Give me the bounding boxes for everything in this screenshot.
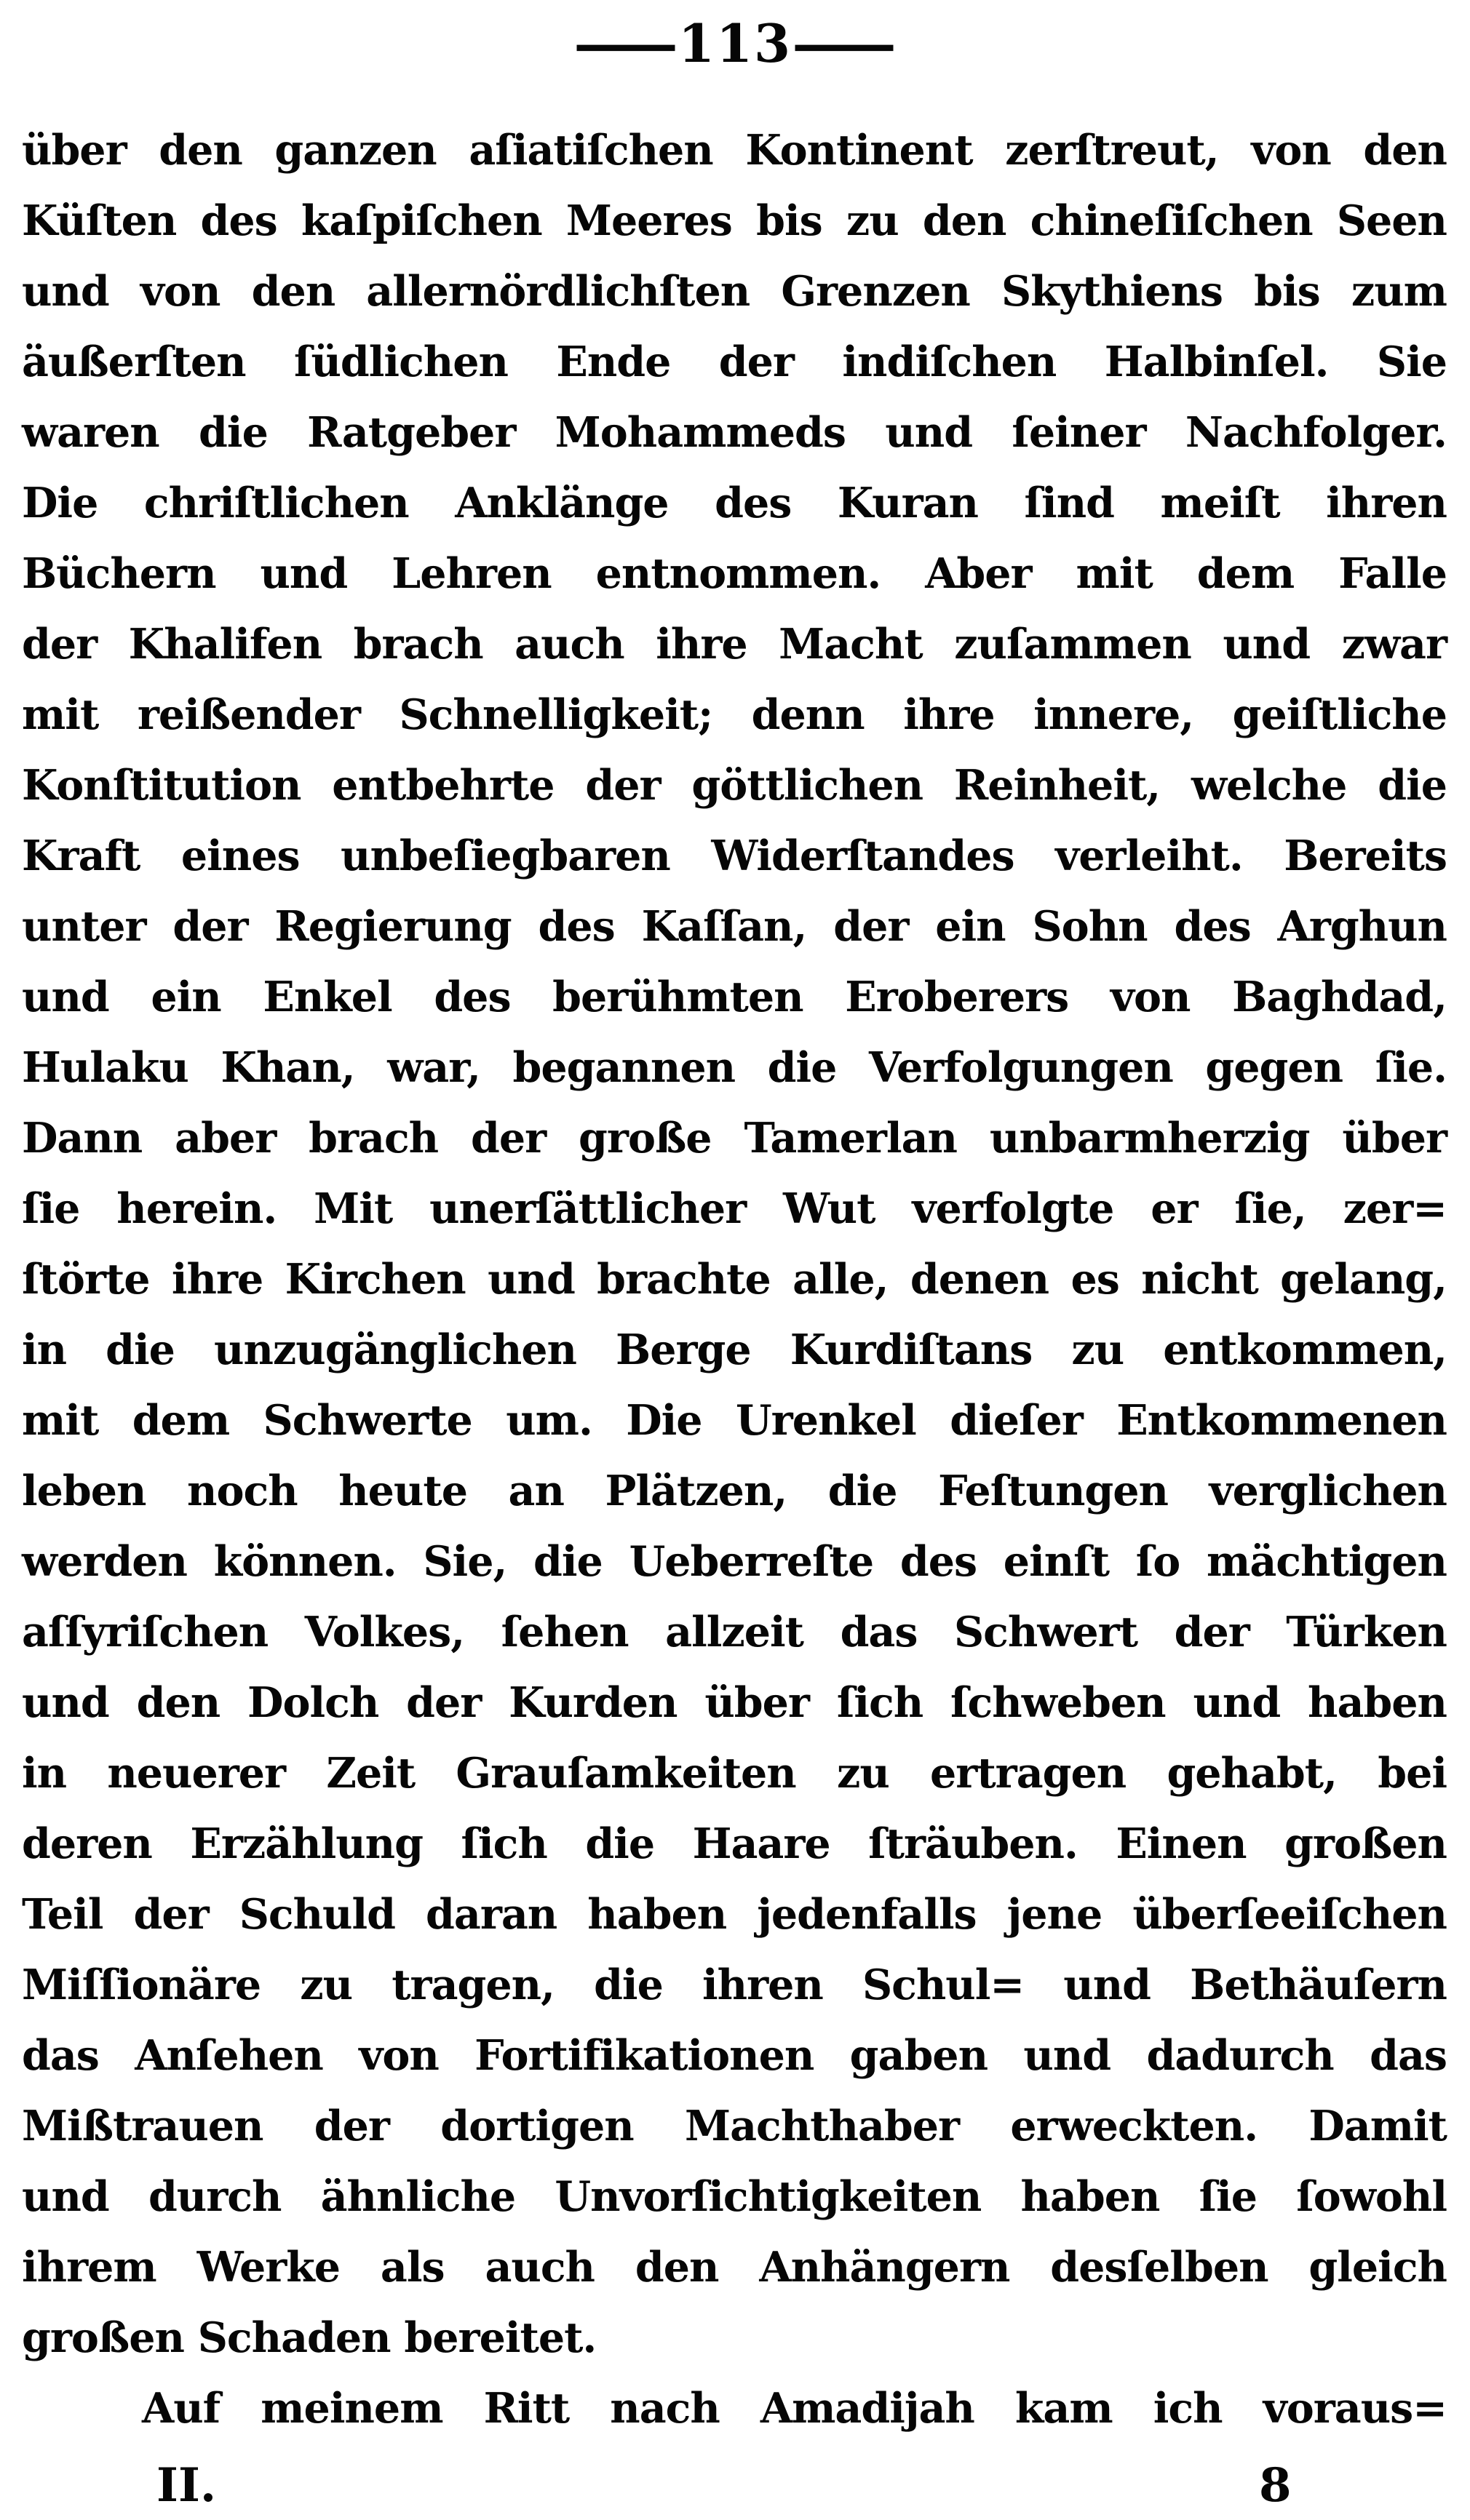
text-line: Dann aber brach der große Tamerlan unbarmherzig über (22, 1114, 1447, 1163)
text-line: und durch ähnliche Unvorſichtigkeiten haben ſie ſowohl (22, 2172, 1447, 2221)
volume-signature: II. (156, 2458, 217, 2513)
text-line: in neuerer Zeit Grauſamkeiten zu ertragen gehabt, bei (22, 1749, 1447, 1798)
text-line: mit reißender Schnelligkeit; denn ihre innere, geiſtliche (22, 690, 1447, 739)
text-line: großen Schaden bereitet. (22, 2313, 597, 2362)
text-line: ihrem Werke als auch den Anhängern desſelben gleich (22, 2243, 1447, 2292)
text-line: Konſtitution entbehrte der göttlichen Reinheit, welche die (22, 761, 1447, 810)
text-line: leben noch heute an Plätzen, die Feſtungen verglichen (22, 1467, 1447, 1515)
page-header (0, 6, 1470, 81)
text-line: werden können. Sie, die Ueberreſte des einſt ſo mächtigen (22, 1537, 1447, 1586)
text-line: Büchern und Lehren entnommen. Aber mit dem Falle (22, 549, 1447, 598)
text-line: deren Erzählung ſich die Haare ſträuben. Einen großen (22, 1819, 1447, 1868)
text-line: Hulaku Khan, war, begannen die Verfolgungen gegen ſie. (22, 1043, 1447, 1092)
text-line: und ein Enkel des berühmten Eroberers von Baghdad, (22, 973, 1447, 1021)
text-line: das Anſehen von Fortifikationen gaben und dadurch das (22, 2031, 1447, 2080)
text-line: äußerſten ſüdlichen Ende der indiſchen Halbinſel. Sie (22, 338, 1447, 386)
text-line: Küſten des kaſpiſchen Meeres bis zu den chineſiſchen Seen (22, 196, 1447, 245)
text-line: Mißtrauen der dortigen Machthaber erweckten. Damit (22, 2102, 1447, 2150)
header-rule-right: — (789, 12, 899, 74)
text-line: Auf meinem Ritt nach Amadijah kam ich voraus= (142, 2384, 1447, 2433)
text-line: über den ganzen aſiatiſchen Kontinent zerſtreut, von den (22, 126, 1447, 175)
page-text (22, 115, 1447, 2444)
text-line: Teil der Schuld daran haben jedenfalls jene überſeeiſchen (22, 1890, 1447, 1939)
page-number: 113 (678, 12, 792, 74)
page-footer (22, 2455, 1447, 2517)
text-line: aſſyriſchen Volkes, ſehen allzeit das Schwert der Türken (22, 1608, 1447, 1656)
header-rule-left: — (571, 12, 681, 74)
text-line: der Khalifen brach auch ihre Macht zuſammen und zwar (22, 620, 1447, 669)
text-line: Die chriſtlichen Anklänge des Kuran ſind meiſt ihren (22, 479, 1447, 527)
text-line: und den Dolch der Kurden über ſich ſchweben und haben (22, 1678, 1447, 1727)
text-line: Kraft eines unbeſiegbaren Widerſtandes verleiht. Bereits (22, 832, 1447, 880)
text-line: Miſſionäre zu tragen, die ihren Schul= und Bethäuſern (22, 1961, 1447, 2009)
text-line: waren die Ratgeber Mohammeds und ſeiner Nachfolger. (22, 408, 1447, 457)
text-line: ſtörte ihre Kirchen und brachte alle, denen es nicht gelang, (22, 1255, 1447, 1304)
text-line: mit dem Schwerte um. Die Urenkel dieſer Entkommenen (22, 1396, 1447, 1445)
text-line: in die unzugänglichen Berge Kurdiſtans zu entkommen, (22, 1325, 1447, 1374)
sheet-number: 8 (1259, 2458, 1292, 2513)
text-line: unter der Regierung des Kaſſan, der ein Sohn des Arghun (22, 902, 1447, 951)
text-line: und von den allernördlichſten Grenzen Skythiens bis zum (22, 267, 1447, 316)
text-line: ſie herein. Mit unerſättlicher Wut verfolgte er ſie, zer= (22, 1184, 1447, 1233)
